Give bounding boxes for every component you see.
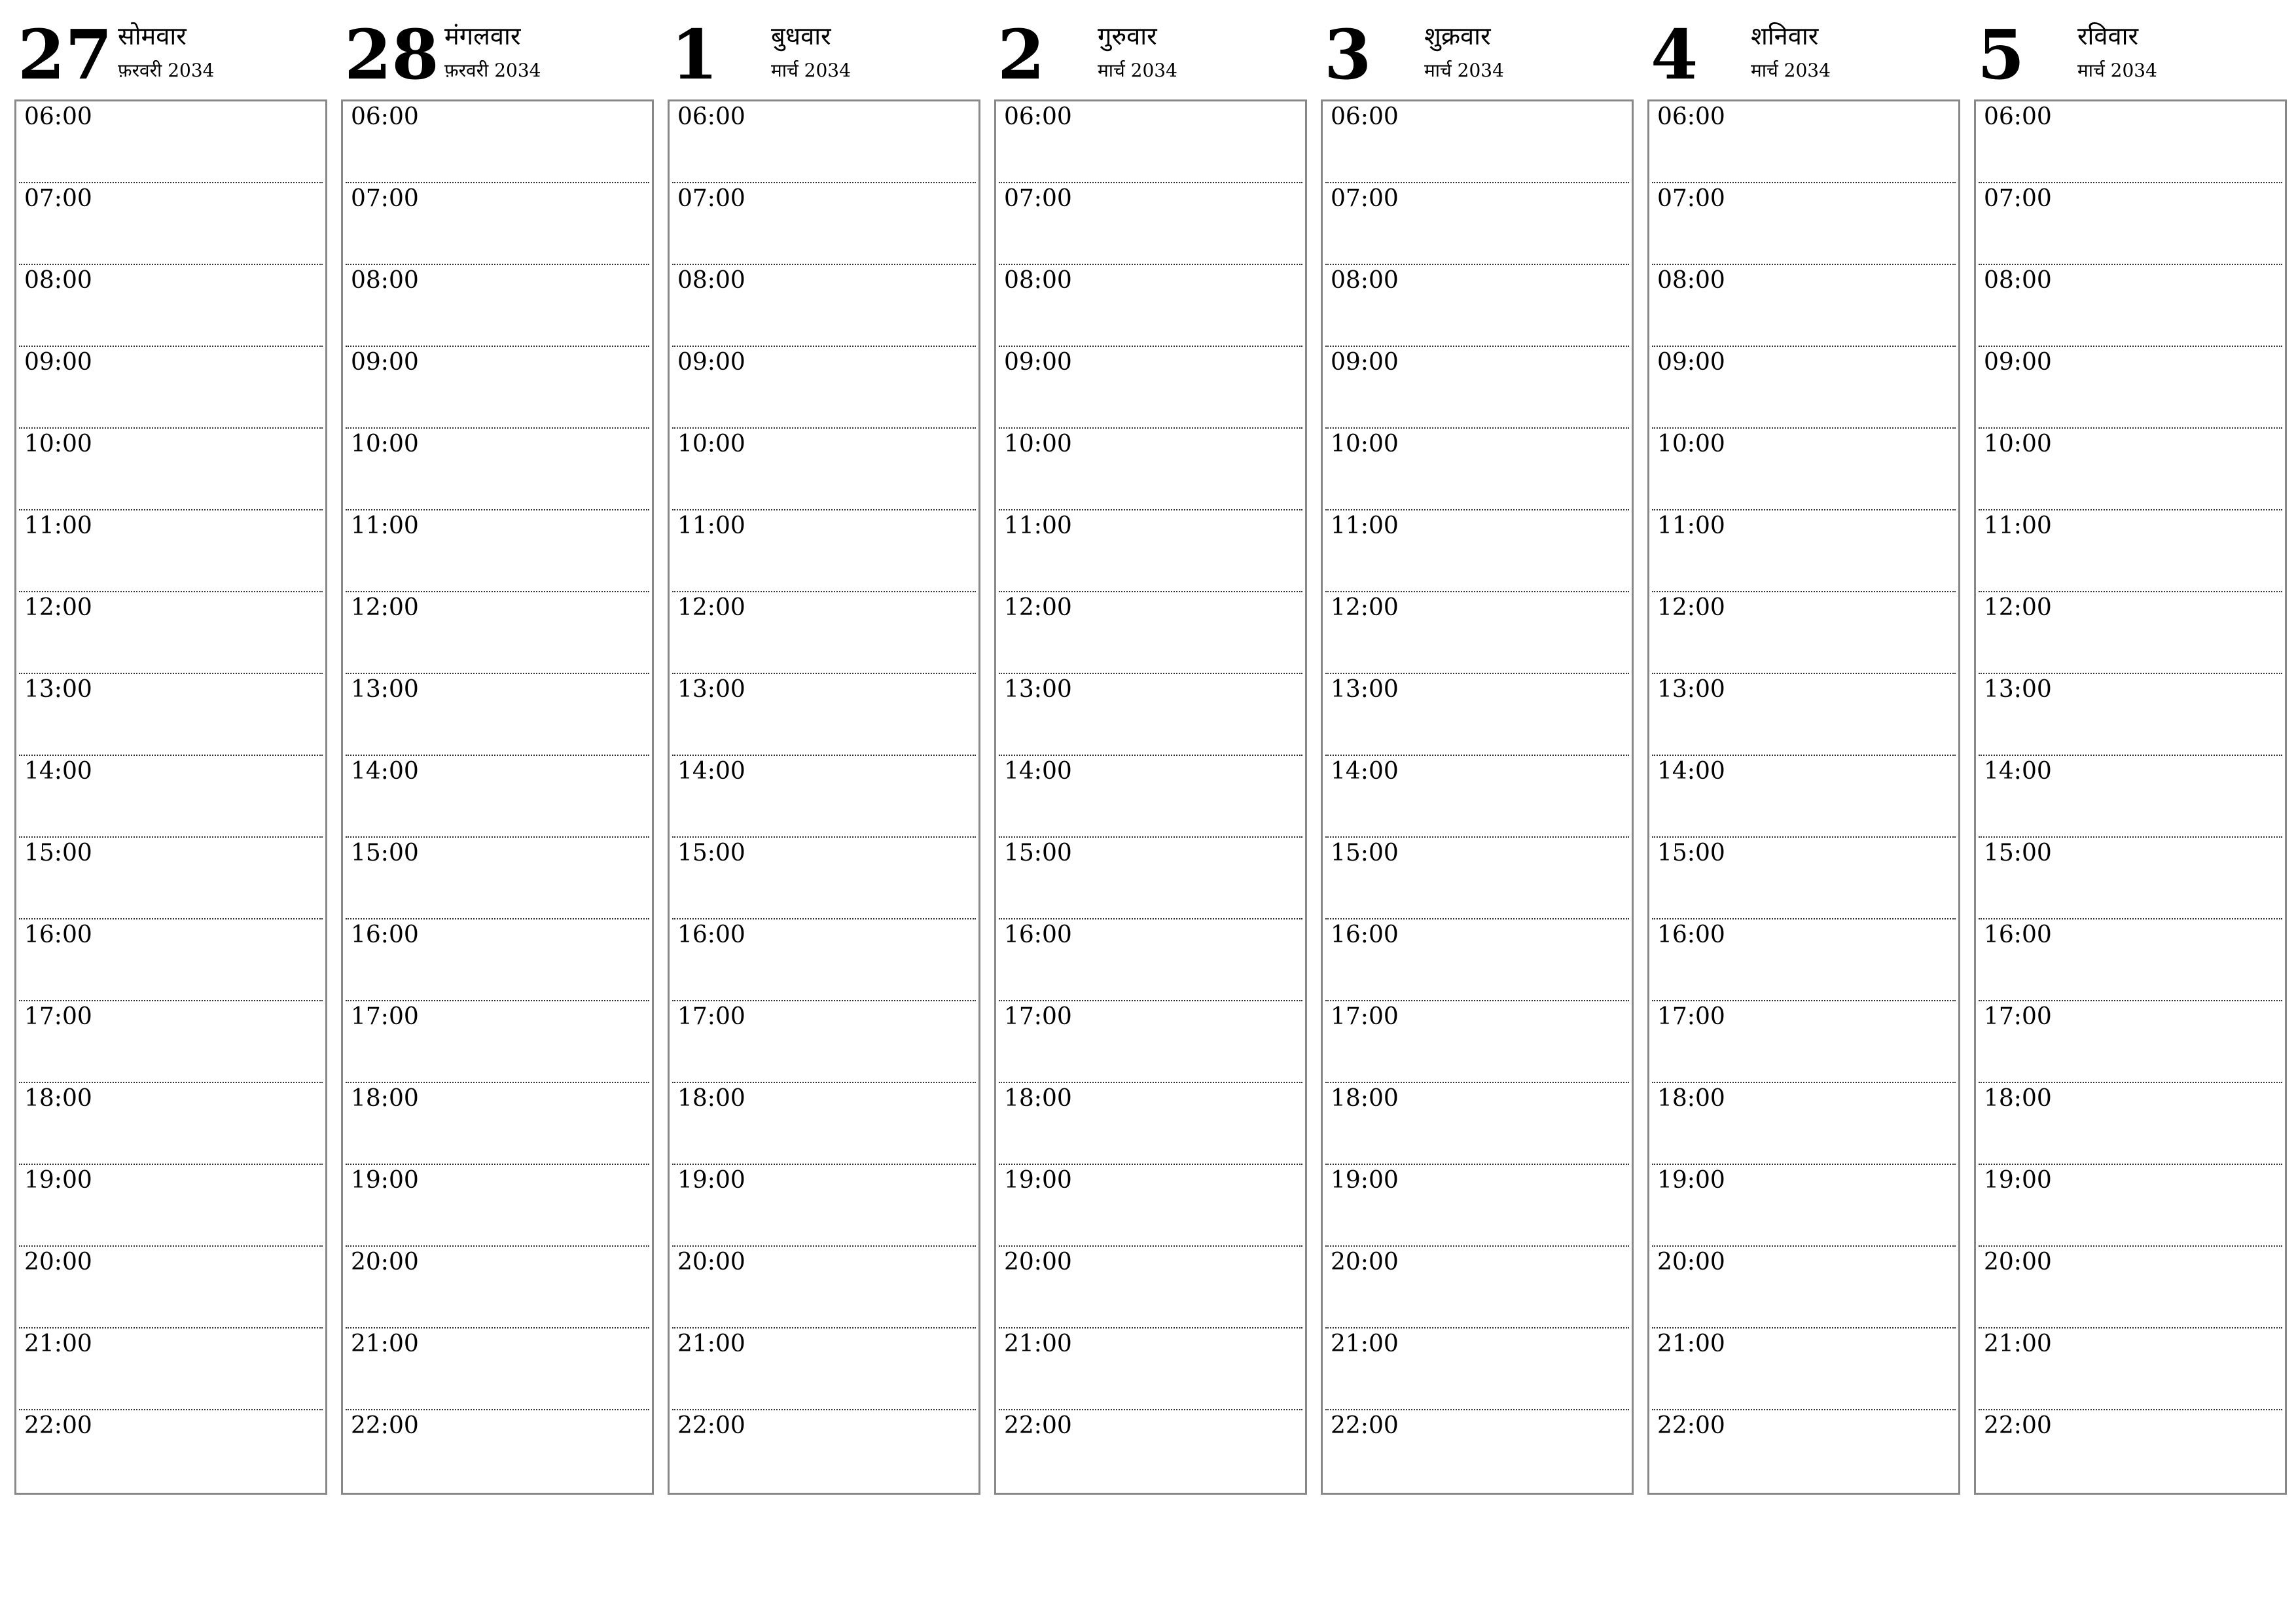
time-label: 21:00: [24, 1330, 92, 1357]
day-schedule-box: [1321, 99, 1634, 1495]
time-label: 17:00: [1004, 1003, 1072, 1030]
time-slot: [346, 510, 649, 592]
time-slot: [1652, 592, 1956, 674]
time-label: 19:00: [1004, 1167, 1072, 1194]
time-label: 18:00: [1657, 1085, 1725, 1112]
time-slot: [672, 756, 976, 838]
time-slot: [1325, 101, 1629, 183]
time-slot: [672, 1083, 976, 1165]
weekday-label: रविवार: [2077, 22, 2139, 50]
time-slot: [1325, 756, 1629, 838]
time-slot: [346, 265, 649, 347]
time-label: 19:00: [351, 1167, 419, 1194]
day-column: [994, 14, 1307, 1495]
time-slot: [1979, 1083, 2282, 1165]
time-slot: [19, 1001, 323, 1083]
month-label: मार्च 2034: [2077, 60, 2157, 81]
time-slot: [999, 1410, 1302, 1492]
time-label: 09:00: [1004, 349, 1072, 376]
time-slot: [999, 1165, 1302, 1247]
time-label: 08:00: [1657, 267, 1725, 294]
day-number: 4: [1651, 14, 1698, 95]
time-slot: [346, 756, 649, 838]
time-slot: [19, 183, 323, 265]
time-slot: [999, 347, 1302, 429]
time-slot: [1325, 183, 1629, 265]
time-slot: [999, 1083, 1302, 1165]
time-slot: [672, 919, 976, 1001]
time-slot: [346, 919, 649, 1001]
time-slot: [1652, 183, 1956, 265]
time-label: 16:00: [1657, 921, 1725, 948]
time-label: 12:00: [677, 594, 745, 621]
time-label: 08:00: [351, 267, 419, 294]
time-label: 06:00: [1004, 103, 1072, 130]
time-slot: [672, 592, 976, 674]
weekly-planner: [14, 14, 2282, 1495]
day-column: [14, 14, 327, 1495]
time-label: 14:00: [1331, 758, 1399, 785]
time-label: 12:00: [1331, 594, 1399, 621]
time-slot: [1325, 838, 1629, 919]
time-slot: [1652, 429, 1956, 510]
time-slot: [346, 183, 649, 265]
time-slot: [672, 510, 976, 592]
time-label: 18:00: [677, 1085, 745, 1112]
time-label: 14:00: [351, 758, 419, 785]
day-header: [1321, 14, 1634, 99]
time-slot: [1325, 1083, 1629, 1165]
time-label: 07:00: [24, 185, 92, 212]
time-label: 20:00: [1657, 1249, 1725, 1275]
time-slot: [346, 1329, 649, 1410]
time-slot: [999, 510, 1302, 592]
time-label: 09:00: [1984, 349, 2052, 376]
month-label: मार्च 2034: [1424, 60, 1504, 81]
time-label: 11:00: [677, 512, 745, 539]
time-slot: [672, 183, 976, 265]
time-slot: [19, 1165, 323, 1247]
time-slot: [1652, 919, 1956, 1001]
month-label: फ़रवरी 2034: [118, 60, 215, 81]
day-column: [1321, 14, 1634, 1495]
time-slot: [672, 674, 976, 756]
time-label: 17:00: [24, 1003, 92, 1030]
time-label: 16:00: [1984, 921, 2052, 948]
time-slot: [346, 1247, 649, 1329]
time-label: 10:00: [1984, 431, 2052, 457]
time-slot: [1979, 101, 2282, 183]
day-header: [1647, 14, 1960, 99]
time-label: 07:00: [1004, 185, 1072, 212]
time-label: 13:00: [1984, 676, 2052, 703]
time-slot: [999, 429, 1302, 510]
time-slot: [19, 1247, 323, 1329]
time-slot: [672, 1410, 976, 1492]
time-slot: [1652, 1410, 1956, 1492]
month-label: फ़रवरी 2034: [444, 60, 541, 81]
time-label: 18:00: [1984, 1085, 2052, 1112]
time-label: 22:00: [1657, 1412, 1725, 1439]
time-label: 14:00: [1004, 758, 1072, 785]
time-slot: [1652, 1247, 1956, 1329]
time-slot: [1325, 510, 1629, 592]
time-slot: [346, 1083, 649, 1165]
weekday-label: गुरुवार: [1098, 22, 1157, 50]
time-label: 13:00: [1331, 676, 1399, 703]
time-slot: [346, 429, 649, 510]
time-label: 06:00: [351, 103, 419, 130]
time-label: 08:00: [677, 267, 745, 294]
day-number: 3: [1324, 14, 1372, 95]
time-slot: [19, 592, 323, 674]
time-label: 09:00: [24, 349, 92, 376]
time-label: 18:00: [24, 1085, 92, 1112]
day-number: 2: [997, 14, 1045, 95]
time-label: 22:00: [1004, 1412, 1072, 1439]
time-label: 09:00: [351, 349, 419, 376]
time-label: 15:00: [351, 840, 419, 866]
time-slot: [1979, 429, 2282, 510]
time-label: 17:00: [1657, 1003, 1725, 1030]
month-label: मार्च 2034: [1751, 60, 1831, 81]
time-label: 06:00: [1984, 103, 2052, 130]
month-label: मार्च 2034: [771, 60, 851, 81]
time-label: 20:00: [351, 1249, 419, 1275]
time-slot: [1325, 1247, 1629, 1329]
time-label: 14:00: [1984, 758, 2052, 785]
time-slot: [672, 1165, 976, 1247]
time-label: 15:00: [1004, 840, 1072, 866]
time-label: 15:00: [24, 840, 92, 866]
time-slot: [1325, 429, 1629, 510]
time-label: 16:00: [351, 921, 419, 948]
time-slot: [1979, 1410, 2282, 1492]
time-slot: [346, 101, 649, 183]
weekday-label: मंगलवार: [444, 22, 521, 50]
time-label: 13:00: [1004, 676, 1072, 703]
time-label: 06:00: [1331, 103, 1399, 130]
day-schedule-box: [14, 99, 327, 1495]
time-slot: [1652, 510, 1956, 592]
time-label: 16:00: [677, 921, 745, 948]
time-label: 12:00: [1004, 594, 1072, 621]
time-label: 19:00: [24, 1167, 92, 1194]
time-slot: [1325, 919, 1629, 1001]
time-label: 10:00: [24, 431, 92, 457]
time-slot: [1325, 1165, 1629, 1247]
time-label: 18:00: [351, 1085, 419, 1112]
time-slot: [999, 101, 1302, 183]
time-label: 14:00: [1657, 758, 1725, 785]
time-slot: [1979, 510, 2282, 592]
time-slot: [1979, 919, 2282, 1001]
time-label: 16:00: [24, 921, 92, 948]
day-header: [14, 14, 327, 99]
time-label: 11:00: [24, 512, 92, 539]
time-label: 15:00: [1331, 840, 1399, 866]
time-slot: [1979, 838, 2282, 919]
time-label: 06:00: [1657, 103, 1725, 130]
time-label: 08:00: [1331, 267, 1399, 294]
time-label: 21:00: [1984, 1330, 2052, 1357]
time-label: 10:00: [677, 431, 745, 457]
time-label: 09:00: [1657, 349, 1725, 376]
time-slot: [672, 429, 976, 510]
time-label: 17:00: [677, 1003, 745, 1030]
time-slot: [1652, 674, 1956, 756]
time-label: 13:00: [677, 676, 745, 703]
time-slot: [672, 1329, 976, 1410]
time-slot: [1325, 1410, 1629, 1492]
time-slot: [1979, 183, 2282, 265]
time-label: 10:00: [1004, 431, 1072, 457]
day-schedule-box: [1647, 99, 1960, 1495]
day-schedule-box: [1974, 99, 2287, 1495]
time-label: 12:00: [1657, 594, 1725, 621]
time-slot: [19, 674, 323, 756]
day-number: 1: [671, 14, 719, 95]
time-slot: [19, 1410, 323, 1492]
time-label: 13:00: [24, 676, 92, 703]
time-label: 10:00: [351, 431, 419, 457]
time-label: 07:00: [1984, 185, 2052, 212]
time-slot: [1979, 265, 2282, 347]
time-slot: [999, 265, 1302, 347]
time-label: 20:00: [677, 1249, 745, 1275]
time-slot: [1325, 347, 1629, 429]
time-label: 19:00: [1984, 1167, 2052, 1194]
time-slot: [999, 592, 1302, 674]
time-label: 12:00: [351, 594, 419, 621]
time-slot: [1652, 838, 1956, 919]
day-header: [994, 14, 1307, 99]
time-label: 14:00: [24, 758, 92, 785]
time-slot: [19, 1329, 323, 1410]
time-label: 15:00: [1984, 840, 2052, 866]
day-schedule-box: [341, 99, 654, 1495]
day-header: [1974, 14, 2287, 99]
time-label: 08:00: [1004, 267, 1072, 294]
time-label: 11:00: [1657, 512, 1725, 539]
month-label: मार्च 2034: [1098, 60, 1177, 81]
time-label: 15:00: [1657, 840, 1725, 866]
time-slot: [672, 101, 976, 183]
time-label: 22:00: [24, 1412, 92, 1439]
time-label: 16:00: [1004, 921, 1072, 948]
time-slot: [346, 1165, 649, 1247]
time-slot: [1652, 1001, 1956, 1083]
time-slot: [1325, 265, 1629, 347]
time-slot: [19, 347, 323, 429]
time-label: 21:00: [1004, 1330, 1072, 1357]
time-label: 06:00: [677, 103, 745, 130]
time-slot: [1979, 756, 2282, 838]
time-label: 21:00: [677, 1330, 745, 1357]
time-slot: [346, 1001, 649, 1083]
time-slot: [1979, 1001, 2282, 1083]
time-label: 11:00: [351, 512, 419, 539]
time-label: 22:00: [1984, 1412, 2052, 1439]
time-slot: [999, 838, 1302, 919]
time-slot: [19, 756, 323, 838]
time-slot: [1979, 674, 2282, 756]
time-slot: [999, 1247, 1302, 1329]
time-slot: [1652, 101, 1956, 183]
time-label: 07:00: [351, 185, 419, 212]
time-slot: [1979, 1165, 2282, 1247]
time-slot: [672, 1001, 976, 1083]
time-label: 21:00: [1657, 1330, 1725, 1357]
time-slot: [19, 510, 323, 592]
time-slot: [999, 919, 1302, 1001]
time-label: 16:00: [1331, 921, 1399, 948]
time-label: 22:00: [1331, 1412, 1399, 1439]
time-label: 17:00: [1331, 1003, 1399, 1030]
time-slot: [1652, 756, 1956, 838]
time-label: 11:00: [1984, 512, 2052, 539]
day-column: [341, 14, 654, 1495]
time-label: 11:00: [1331, 512, 1399, 539]
day-schedule-box: [668, 99, 980, 1495]
time-label: 08:00: [24, 267, 92, 294]
time-slot: [346, 592, 649, 674]
day-header: [668, 14, 980, 99]
time-slot: [346, 347, 649, 429]
time-label: 17:00: [1984, 1003, 2052, 1030]
time-label: 15:00: [677, 840, 745, 866]
time-label: 07:00: [1331, 185, 1399, 212]
time-label: 10:00: [1657, 431, 1725, 457]
weekday-label: शुक्रवार: [1424, 22, 1491, 50]
time-label: 07:00: [677, 185, 745, 212]
time-label: 18:00: [1331, 1085, 1399, 1112]
time-label: 19:00: [1331, 1167, 1399, 1194]
time-label: 22:00: [351, 1412, 419, 1439]
time-label: 07:00: [1657, 185, 1725, 212]
time-slot: [1325, 1329, 1629, 1410]
time-slot: [672, 1247, 976, 1329]
day-number: 27: [18, 14, 113, 95]
time-slot: [1979, 592, 2282, 674]
time-slot: [1979, 1247, 2282, 1329]
time-label: 18:00: [1004, 1085, 1072, 1112]
time-slot: [1325, 592, 1629, 674]
time-slot: [1325, 674, 1629, 756]
time-slot: [346, 838, 649, 919]
day-schedule-box: [994, 99, 1307, 1495]
time-slot: [672, 265, 976, 347]
time-label: 12:00: [1984, 594, 2052, 621]
time-label: 20:00: [1984, 1249, 2052, 1275]
time-slot: [346, 674, 649, 756]
time-label: 13:00: [1657, 676, 1725, 703]
time-label: 13:00: [351, 676, 419, 703]
time-slot: [1979, 347, 2282, 429]
time-label: 22:00: [677, 1412, 745, 1439]
time-slot: [1652, 347, 1956, 429]
time-label: 09:00: [1331, 349, 1399, 376]
time-label: 10:00: [1331, 431, 1399, 457]
time-slot: [1652, 1329, 1956, 1410]
time-slot: [19, 429, 323, 510]
time-slot: [19, 101, 323, 183]
time-slot: [19, 919, 323, 1001]
time-label: 21:00: [1331, 1330, 1399, 1357]
day-number: 28: [344, 14, 439, 95]
time-label: 09:00: [677, 349, 745, 376]
time-slot: [999, 756, 1302, 838]
time-label: 19:00: [1657, 1167, 1725, 1194]
time-slot: [999, 1001, 1302, 1083]
time-slot: [19, 1083, 323, 1165]
time-slot: [999, 1329, 1302, 1410]
time-slot: [19, 265, 323, 347]
time-label: 19:00: [677, 1167, 745, 1194]
day-column: [1647, 14, 1960, 1495]
time-slot: [1325, 1001, 1629, 1083]
time-label: 11:00: [1004, 512, 1072, 539]
weekday-label: सोमवार: [118, 22, 187, 50]
time-slot: [999, 674, 1302, 756]
time-slot: [19, 838, 323, 919]
time-slot: [1652, 1083, 1956, 1165]
time-slot: [346, 1410, 649, 1492]
time-label: 08:00: [1984, 267, 2052, 294]
time-label: 21:00: [351, 1330, 419, 1357]
day-header: [341, 14, 654, 99]
time-slot: [672, 838, 976, 919]
time-slot: [1979, 1329, 2282, 1410]
time-label: 20:00: [24, 1249, 92, 1275]
time-slot: [999, 183, 1302, 265]
time-label: 14:00: [677, 758, 745, 785]
time-slot: [672, 347, 976, 429]
time-label: 06:00: [24, 103, 92, 130]
time-label: 17:00: [351, 1003, 419, 1030]
time-slot: [1652, 1165, 1956, 1247]
weekday-label: शनिवार: [1751, 22, 1819, 50]
time-label: 12:00: [24, 594, 92, 621]
day-column: [668, 14, 980, 1495]
weekday-label: बुधवार: [771, 22, 831, 50]
day-column: [1974, 14, 2287, 1495]
time-slot: [1652, 265, 1956, 347]
time-label: 20:00: [1004, 1249, 1072, 1275]
day-number: 5: [1977, 14, 2025, 95]
time-label: 20:00: [1331, 1249, 1399, 1275]
